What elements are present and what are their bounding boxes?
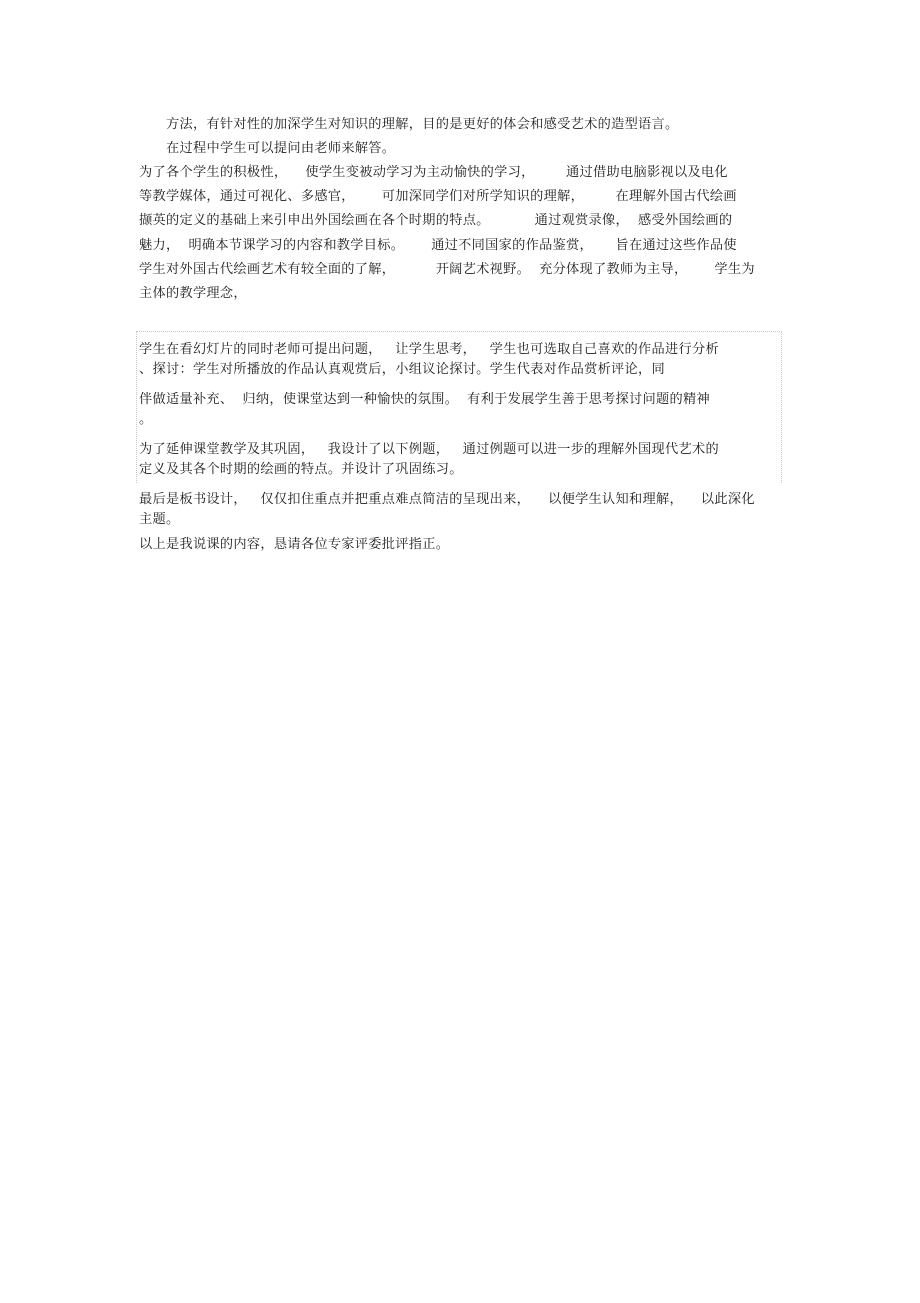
text-line: 为了各个学生的积极性， 使学生变被动学习为主动愉快的学习， 通过借助电脑影视以及电化 [139,165,728,180]
text-line: 最后是板书设计， 仅仅扣住重点并把重点难点简洁的呈现出来， 以便学生认知和理解， 以此深化 [139,492,755,507]
text-line: 定义及其各个时期的绘画的特点。并设计了巩固练习。 [139,462,463,477]
text-line: 伴做适量补充、 归纳，使课堂达到一种愉快的氛围。 有利于发展学生善于思考探讨问题的精神 [139,392,710,407]
text-line: 主体的教学理念， [139,286,247,301]
text-line: 以上是我说课的内容，恳请各位专家评委批评指正。 [139,537,450,552]
text-line: 撷英的定义的基础上来引申出外国绘画在各个时期的特点。 通过观赏录像， 感受外国绘画的 [139,213,733,228]
text-line: 方法，有针对性的加深学生对知识的理解，目的是更好的体会和感受艺术的造型语言。 [166,117,679,132]
text-line: 在过程中学生可以提问由老师来解答。 [166,141,396,156]
text-line: 主题。 [139,512,180,527]
text-line: 。 [139,412,153,427]
text-line: 魅力， 明确本节课学习的内容和教学目标。 通过不同国家的作品鉴赏， 旨在通过这些作品使 [139,238,737,253]
text-line: 等教学媒体，通过可视化、多感官， 可加深同学们对所学知识的理解， 在理解外国古代绘画 [139,189,737,204]
text-line: 学生在看幻灯片的同时老师可提出问题， 让学生思考， 学生也可选取自己喜欢的作品进行分析 [139,342,719,357]
text-line: 、探讨：学生对所播放的作品认真观赏后，小组议论探讨。学生代表对作品赏析评论，同 [139,362,666,377]
text-line: 为了延伸课堂教学及其巩固， 我设计了以下例题， 通过例题可以进一步的理解外国现代艺术的 [139,442,719,457]
text-line: 学生对外国古代绘画艺术有较全面的了解， 开阔艺术视野。 充分体现了教师为主导， 学生为 [139,262,755,277]
